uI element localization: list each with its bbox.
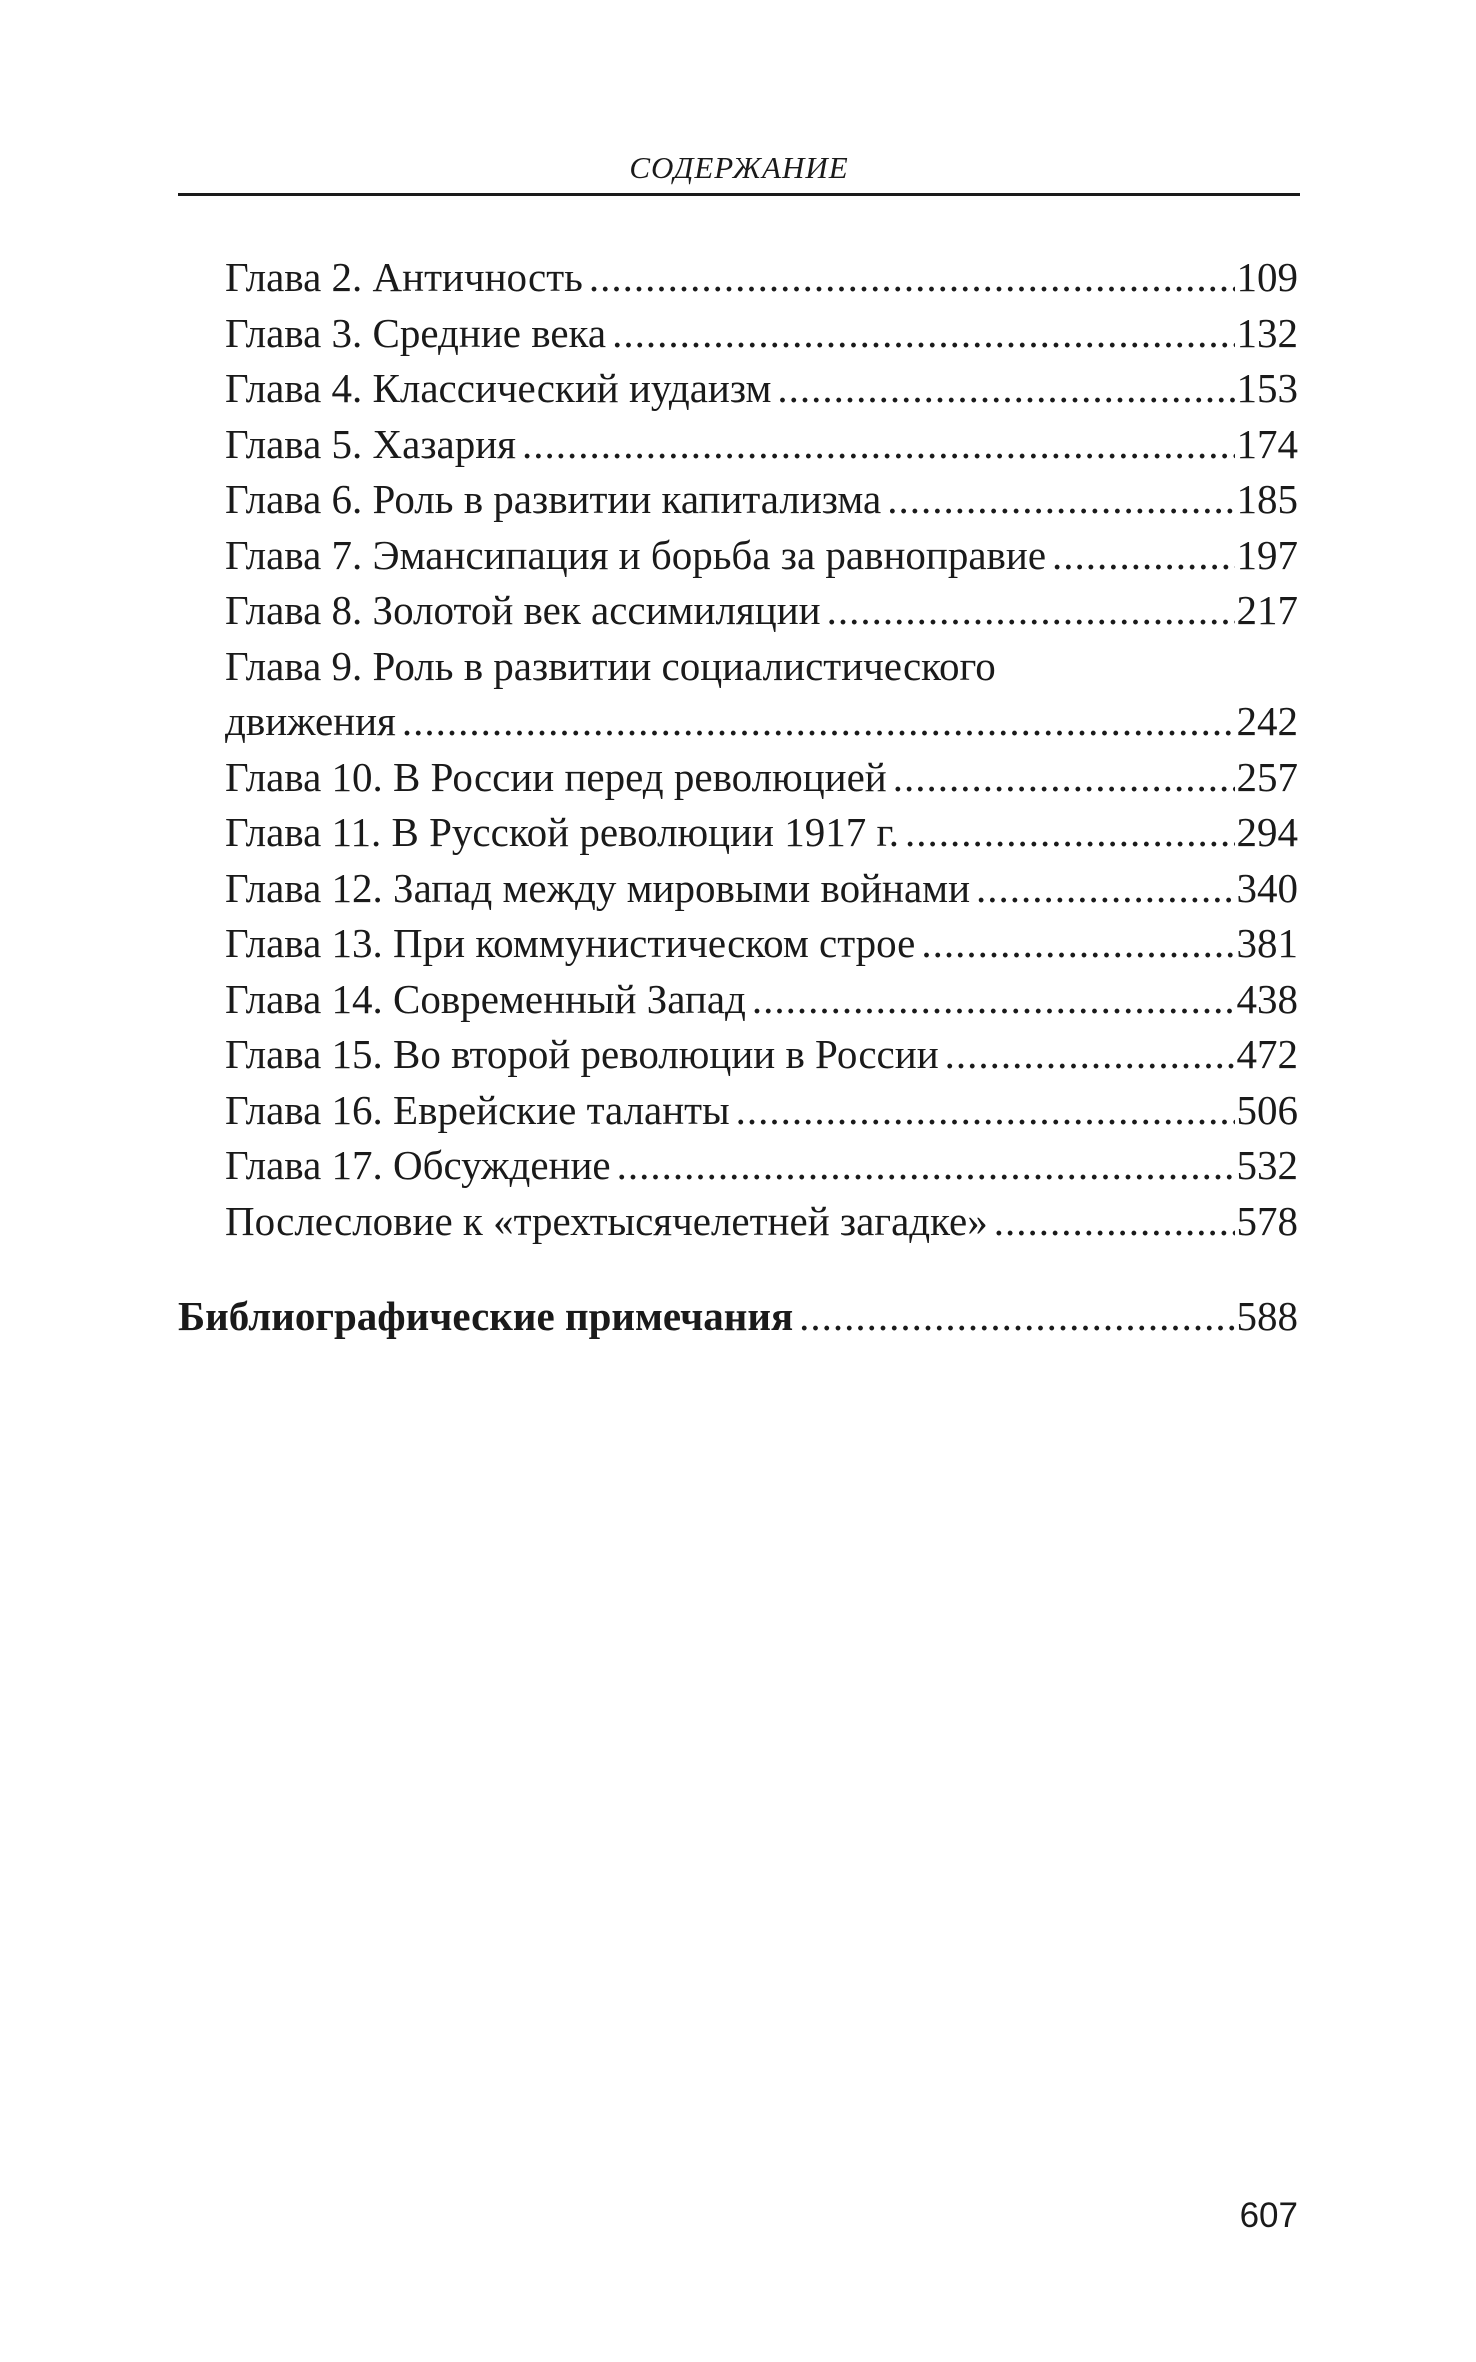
toc-entry-title: Глава 7. Эмансипация и борьба за равноправие [225,531,1047,578]
toc-entry-title: Послесловие к «трехтысячелетней загадке» [225,1197,988,1244]
toc-entry-chapter-9-line1: Глава 9. Роль в развитии социалистического [225,642,996,689]
toc-entry-page: 174 [1236,420,1298,467]
toc-entry-chapter-11 [225,805,1298,861]
toc-entry-title: Глава 17. Обсуждение [225,1142,611,1188]
toc-entry-chapter-14 [225,972,1298,1028]
dot-leader [799,1289,1234,1345]
toc-entry-title: Глава 3. Средние века [225,309,607,356]
dot-leader [736,1083,1235,1139]
toc-entry-chapter-8 [225,583,1298,639]
toc-entry-page: 217 [1236,587,1298,633]
toc-entry-page: 588 [1236,1293,1298,1339]
toc-entry-chapter-7 [225,528,1298,584]
dot-leader [522,417,1234,473]
toc-entry-title: Глава 13. При коммунистическом строе [225,920,916,966]
toc-entry-title: Глава 6. Роль в развитии капитализма [225,476,882,522]
dot-leader [994,1194,1235,1250]
toc-entry-chapter-13 [225,916,1298,972]
toc-entry-page: 197 [1236,531,1298,578]
toc-entry-afterword [225,1194,1298,1250]
toc-entry-chapter-15 [225,1027,1298,1083]
toc-entry-title: Глава 10. В России перед революцией [225,753,887,800]
dot-leader [612,306,1234,362]
toc-entry-page: 257 [1236,753,1298,800]
dot-leader [617,1138,1235,1194]
toc-entry-chapter-16 [225,1083,1298,1139]
toc-entry-title: Глава 8. Золотой век ассимиляции [225,587,821,633]
toc-entry-chapter-6 [225,472,1298,528]
toc-entry-title: Глава 12. Запад между мировыми войнами [225,864,971,911]
toc-entry-page: 109 [1236,254,1298,300]
toc-entry-chapter-12 [225,861,1298,917]
toc-entry-page: 438 [1236,975,1298,1022]
toc-entry-title: Глава 4. Классический иудаизм [225,365,772,411]
toc-entry-title: Библиографические примечания [178,1293,794,1339]
toc-entry-title: Глава 14. Современный Запад [225,975,746,1022]
toc-entry-chapter-5 [225,417,1298,473]
dot-leader [1052,528,1234,584]
dot-leader [777,361,1234,417]
toc-entry-page: 532 [1236,1142,1298,1188]
dot-leader [827,583,1235,639]
toc-entry-page: 242 [1236,698,1298,744]
dot-leader [976,861,1234,917]
toc-entry-page: 340 [1236,864,1298,911]
dot-leader [893,750,1235,806]
dot-leader [921,916,1234,972]
toc-entry-chapter-9 [225,694,1298,750]
toc-entry-title: Глава 11. В Русской революции 1917 г. [225,809,899,855]
dot-leader [402,694,1235,750]
page-number: 607 [1239,2196,1298,2235]
toc-entry-chapter-10 [225,750,1298,806]
dot-leader [887,472,1234,528]
toc-entry-page: 381 [1236,920,1298,966]
toc-entry-chapter-3 [225,306,1298,362]
toc-entry-page: 472 [1236,1031,1298,1077]
header-rule [178,193,1300,196]
toc-entry-page: 294 [1236,809,1298,855]
toc-entry-title: Глава 2. Античность [225,254,583,300]
toc-entry-page: 578 [1236,1197,1298,1244]
toc-entry-page: 185 [1236,476,1298,522]
toc-entry-chapter-17 [225,1138,1298,1194]
toc-entry-title: движения [225,698,396,744]
toc-entry-bibliography-row [178,1289,1298,1345]
toc-entry-chapter-4 [225,361,1298,417]
toc-entry-chapter-2 [225,250,1298,306]
toc-entry-title: Глава 15. Во второй революции в России [225,1031,939,1077]
toc-entry-title: Глава 16. Еврейские таланты [225,1086,730,1133]
dot-leader [589,250,1235,306]
dot-leader [905,805,1235,861]
table-of-contents [225,250,1298,1249]
running-header: СОДЕРЖАНИЕ [629,150,849,185]
toc-entry-page: 132 [1236,309,1298,356]
dot-leader [945,1027,1235,1083]
toc-entry-page: 153 [1236,365,1298,411]
toc-entry-title: Глава 5. Хазария [225,420,517,467]
dot-leader [752,972,1235,1028]
toc-entry-bibliography [178,1289,1298,1345]
toc-entry-page: 506 [1236,1086,1298,1133]
